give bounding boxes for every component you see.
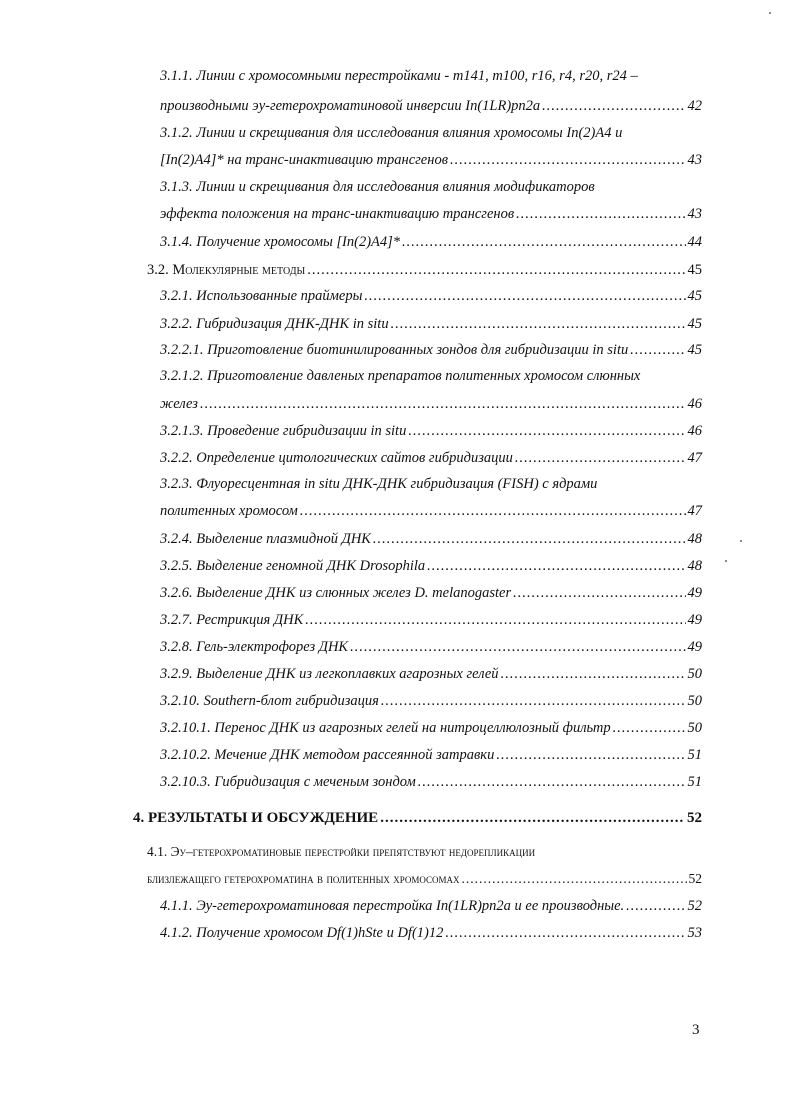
- toc-line: эффекта положения на транс-инактивацию трансгенов ..... 43: [160, 204, 702, 224]
- toc-line: 3.2.3. Флуоресцентная in situ ДНК-ДНК гибридизация (FISH) с ядрами: [160, 476, 598, 492]
- leader-dots: [501, 664, 686, 684]
- leader-dots: [630, 340, 685, 360]
- leader-dots: [364, 286, 685, 306]
- toc-line: 3.2.10.1. Перенос ДНК из агарозных гелей на нитроцеллюлозный фильтр ..... 50: [160, 718, 702, 738]
- leader-dots: [515, 448, 686, 468]
- toc-line: политенных хромосом ..... 47: [160, 501, 702, 521]
- toc-line: 3.1.3. Линии и скрещивания для исследования влияния модификаторов: [160, 179, 595, 195]
- toc-line: 3.2.2. Определение цитологических сайтов гибридизации ..... 47: [160, 448, 702, 468]
- leader-dots: [402, 232, 685, 252]
- scan-speck: [769, 12, 771, 14]
- leader-dots: [391, 314, 686, 334]
- leader-dots: [496, 745, 685, 765]
- toc-line: 3.2.7. Рестрикция ДНК ..... 49: [160, 610, 702, 630]
- toc-line: 3.2.6. Выделение ДНК из слюнных желез D. melanogaster ..... 49: [160, 583, 702, 603]
- toc-line: 3.1.2. Линии и скрещивания для исследования влияния хромосомы In(2)A4 и: [160, 125, 623, 141]
- leader-dots: [462, 869, 687, 889]
- leader-dots: [542, 96, 685, 116]
- leader-dots: [516, 204, 685, 224]
- leader-dots: [305, 610, 685, 630]
- scan-speck: [740, 540, 742, 542]
- toc-line: 3.2.10. Southern-блот гибридизация ..... 50: [160, 691, 702, 711]
- leader-dots: [373, 529, 686, 549]
- leader-dots: [408, 421, 685, 441]
- toc-line: 3.2.5. Выделение геномной ДНК Drosophila ..... 48: [160, 556, 702, 576]
- page-number: 3: [692, 1022, 700, 1038]
- leader-dots: [613, 718, 686, 738]
- toc-line: 3.2.1. Использованные праймеры ..... 45: [160, 286, 702, 306]
- toc-line: 3.2.10.2. Мечение ДНК методом рассеянной затравки ..... 51: [160, 745, 702, 765]
- leader-dots: [427, 556, 685, 576]
- scan-speck: [725, 560, 727, 562]
- toc-line: производными эу-гетерохроматиновой инверсии In(1LR)pn2a ..... 42: [160, 96, 702, 116]
- toc-chapter: 4. РЕЗУЛЬТАТЫ И ОБСУЖДЕНИЕ ..... 52: [133, 808, 702, 828]
- toc-line: 3.2.2. Гибридизация ДНК-ДНК in situ ..... 45: [160, 314, 702, 334]
- toc-line: 4.1.2. Получение хромосом Df(1)hSte и Df(1)12 ..... 53: [160, 923, 702, 943]
- toc-line: 3.2.1.3. Проведение гибридизации in situ ..... 46: [160, 421, 702, 441]
- toc-line: 4.1.1. Эу-гетерохроматиновая перестройка In(1LR)pn2a и ее производные. ..... 52: [160, 896, 702, 916]
- leader-dots: [626, 896, 685, 916]
- leader-dots: [300, 501, 686, 521]
- leader-dots: [307, 260, 685, 280]
- leader-dots: [513, 583, 685, 603]
- toc-section: близлежащего гетерохроматина в политенных хромосомах ..... 52: [147, 869, 702, 889]
- toc-line: 3.1.1. Линии с хромосомными перестройками - m141, m100, r16, r4, r20, r24 –: [160, 68, 638, 84]
- toc-line: 3.2.10.3. Гибридизация с меченым зондом ..... 51: [160, 772, 702, 792]
- leader-dots: [445, 923, 685, 943]
- toc-section: 4.1. Эу–гетерохроматиновые перестройки препятствуют недорепликации: [147, 844, 536, 859]
- toc-line: 3.2.4. Выделение плазмидной ДНК ..... 48: [160, 529, 702, 549]
- toc-section: 3.2. Молекулярные методы ..... 45: [147, 260, 702, 280]
- toc-line: 3.2.1.2. Приготовление давленых препаратов политенных хромосом слюнных: [160, 368, 641, 384]
- toc-line: [In(2)A4]* на транс-инактивацию трансгенов ..... 43: [160, 150, 702, 170]
- toc-line: 3.2.8. Гель-электрофорез ДНК ..... 49: [160, 637, 702, 657]
- toc-line: 3.1.4. Получение хромосомы [In(2)A4]* ..... 44: [160, 232, 702, 252]
- toc-line: желез ..... 46: [160, 394, 702, 414]
- leader-dots: [380, 808, 685, 828]
- leader-dots: [381, 691, 686, 711]
- leader-dots: [350, 637, 685, 657]
- leader-dots: [200, 394, 686, 414]
- toc-line: 3.2.2.1. Приготовление биотинилированных зондов для гибридизации in situ ..... 45: [160, 340, 702, 360]
- leader-dots: [418, 772, 686, 792]
- toc-line: 3.2.9. Выделение ДНК из легкоплавких агарозных гелей ..... 50: [160, 664, 702, 684]
- leader-dots: [450, 150, 686, 170]
